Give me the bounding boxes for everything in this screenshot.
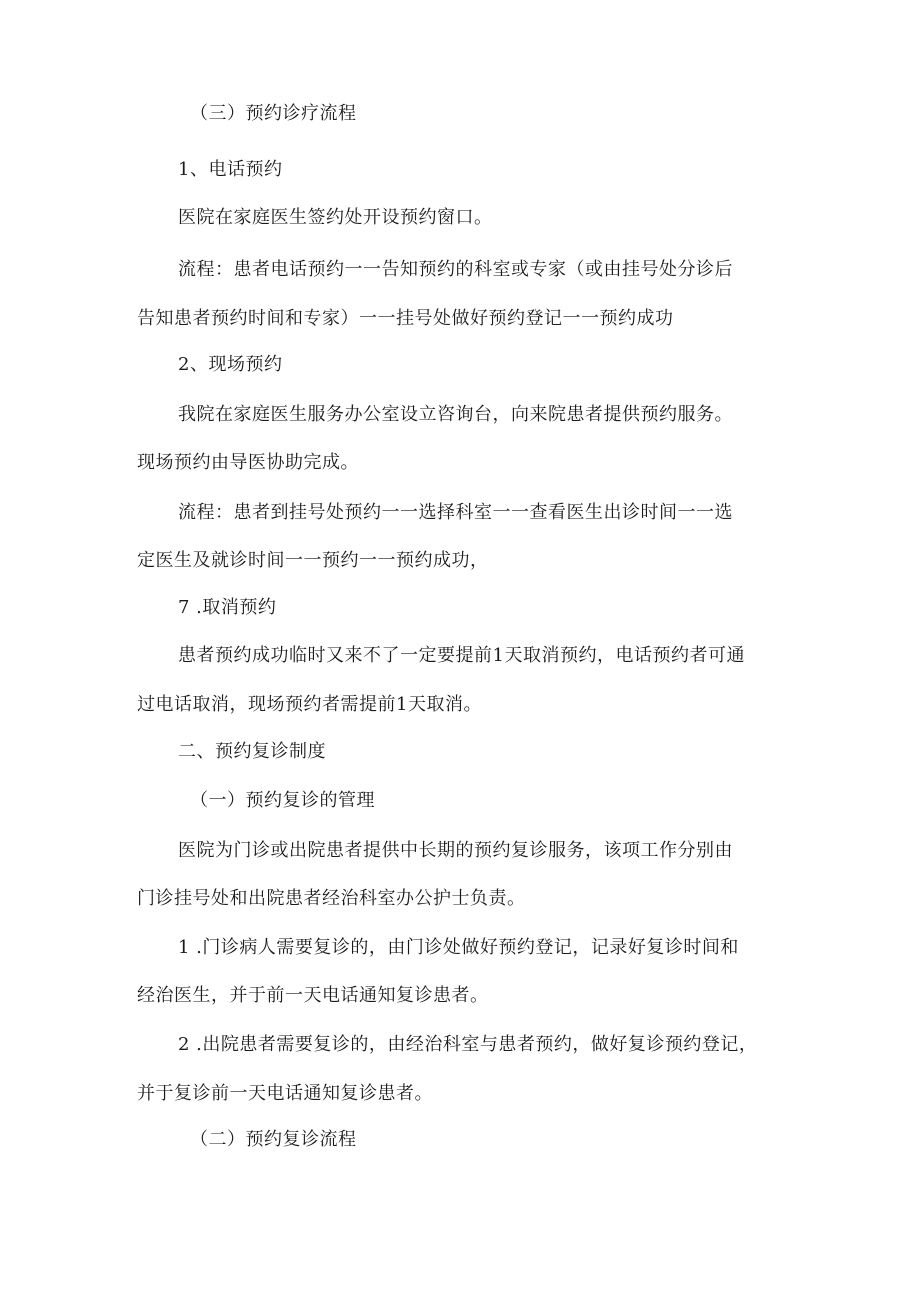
paragraph-outpatient-line-1: 1 .门诊病人需要复诊的，由门诊处做好预约登记，记录好复诊时间和 bbox=[178, 937, 739, 958]
paragraph-cancel-line-1: 患者预约成功临时又来不了一定要提前1天取消预约，电话预约者可通 bbox=[178, 645, 745, 666]
paragraph-followup-line-2: 门诊挂号处和出院患者经治科室办公护士负责。 bbox=[137, 888, 526, 909]
heading-followup-process: （二）预约复诊流程 bbox=[190, 1129, 357, 1150]
heading-booking-process: （三）预约诊疗流程 bbox=[190, 103, 357, 124]
paragraph-onsite-line-1: 我院在家庭医生服务办公室设立咨询台，向来院患者提供预约服务。 bbox=[178, 404, 733, 425]
paragraph-onsite-flow-line-2: 定医生及就诊时间一一预约一一预约成功， bbox=[137, 550, 489, 571]
paragraph-discharged-line-2: 并于复诊前一天电话通知复诊患者。 bbox=[137, 1083, 433, 1104]
paragraph-phone-window: 医院在家庭医生签约处开设预约窗口。 bbox=[178, 207, 493, 228]
paragraph-discharged-line-1: 2 .出院患者需要复诊的，由经治科室与患者预约，做好复诊预约登记， bbox=[178, 1034, 758, 1055]
paragraph-phone-flow-line-2: 告知患者预约时间和专家）一一挂号处做好预约登记一一预约成功 bbox=[137, 308, 674, 329]
paragraph-onsite-line-2: 现场预约由导医协助完成。 bbox=[137, 452, 359, 473]
paragraph-cancel-line-2: 过电话取消，现场预约者需提前1天取消。 bbox=[137, 694, 482, 715]
paragraph-followup-line-1: 医院为门诊或出院患者提供中长期的预约复诊服务，该项工作分别由 bbox=[178, 840, 733, 861]
paragraph-outpatient-line-2: 经治医生，并于前一天电话通知复诊患者。 bbox=[137, 985, 489, 1006]
heading-followup-management: （一）预约复诊的管理 bbox=[190, 790, 375, 811]
paragraph-phone-flow-line-1: 流程：患者电话预约一一告知预约的科室或专家（或由挂号处分诊后 bbox=[178, 259, 733, 280]
heading-phone-booking: 1、电话预约 bbox=[178, 159, 283, 180]
heading-onsite-booking: 2、现场预约 bbox=[178, 354, 283, 375]
heading-cancel: 7 .取消预约 bbox=[178, 597, 277, 618]
heading-followup-system: 二、预约复诊制度 bbox=[178, 741, 326, 762]
paragraph-onsite-flow-line-1: 流程：患者到挂号处预约一一选择科室一一查看医生出诊时间一一选 bbox=[178, 502, 733, 523]
